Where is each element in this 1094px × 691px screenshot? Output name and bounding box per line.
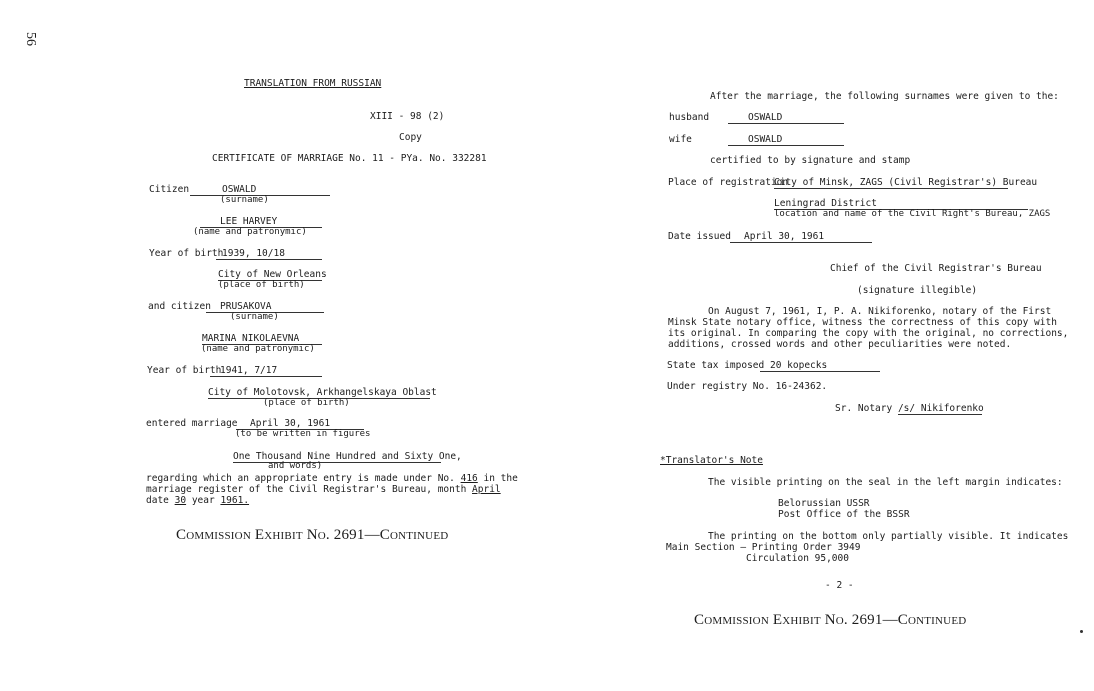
seal-line-2: Post Office of the BSSR [778, 509, 910, 520]
notary-line-3: its original. In comparing the copy with the original, no corrections, [668, 328, 1069, 339]
translators-note-heading: *Translator's Note [660, 455, 763, 466]
surnames-intro: After the marriage, the following surnames were given to the: [710, 91, 1059, 102]
page-number: 56 [23, 32, 38, 46]
entry-number: 416 [460, 473, 478, 484]
certificate-title: CERTIFICATE OF MARRIAGE No. 11 - PYa. No. 332281 [212, 153, 487, 164]
entry-month: April [472, 484, 501, 495]
citizen-surname: OSWALD [190, 184, 330, 196]
notary-line-2: Minsk State notary office, witness the correctness of this copy with [668, 317, 1057, 328]
citizen-label: Citizen [149, 184, 190, 195]
marriage-date: April 30, 1961 [236, 418, 364, 430]
spouse-yob-label: Year of birth [147, 365, 222, 376]
spouse-surname-caption: (surname) [230, 312, 279, 322]
notary-signature-line [835, 403, 982, 415]
notary-line-4: additions, crossed words and other peculiarities were noted. [668, 339, 1012, 350]
copy-label: Copy [399, 132, 422, 143]
entry-line-3 [146, 495, 249, 506]
name-caption: (name and patronymic) [193, 227, 307, 237]
seal-description: The visible printing on the seal in the left margin indicates: [708, 477, 1063, 488]
spouse-name-caption: (name and patronymic) [201, 344, 315, 354]
registry-number: Under registry No. 16-24362. [667, 381, 828, 392]
chief-title: Chief of the Civil Registrar's Bureau [830, 263, 1042, 274]
document-code: XIII - 98 (2) [370, 111, 445, 122]
date-issued-label: Date issued [668, 231, 731, 242]
citizen-year-of-birth: 1939, 10/18 [216, 248, 322, 260]
seal-line-1: Belorussian USSR [778, 498, 870, 509]
signature-note: (signature illegible) [857, 285, 978, 296]
entry-day: 30 [174, 495, 187, 506]
notary-line-1: On August 7, 1961, I, P. A. Nikiforenko, notary of the First [708, 306, 1052, 317]
tax-label: State tax imposed [667, 360, 765, 371]
certified-text: certified to by signature and stamp [710, 155, 911, 166]
tax-value: 20 kopecks [760, 360, 880, 372]
entry-text-2: marriage register of the Civil Registrar's Bureau, month [146, 484, 467, 495]
words-caption: and words) [268, 461, 323, 471]
husband-surname: OSWALD [728, 112, 844, 124]
entry-date-label: date [146, 495, 169, 506]
entry-line-1 [146, 473, 518, 484]
yob-label: Year of birth [149, 248, 224, 259]
entry-text-1: regarding which an appropriate entry is made under No. [146, 473, 455, 484]
citizen-name: LEE HARVEY [200, 216, 322, 228]
spouse-year-of-birth: 1941, 7/17 [210, 365, 322, 377]
main-section: Main Section — Printing Order 3949 [666, 542, 861, 553]
left-exhibit-caption: Commission Exhibit No. 2691—Continued [176, 527, 449, 543]
spouse-place-of-birth: City of Molotovsk, Arkhangelskaya Oblast [208, 387, 437, 398]
notary-signature: /s/ Nikiforenko [897, 403, 984, 414]
figures-caption: (to be written in figures [235, 429, 371, 439]
surname-caption: (surname) [220, 195, 269, 205]
district: Leningrad District [774, 198, 1028, 210]
entry-year-label: year [191, 495, 215, 506]
translation-header: TRANSLATION FROM RUSSIAN [244, 78, 382, 89]
husband-label: husband [669, 112, 710, 123]
place-of-registration: City of Minsk, ZAGS (Civil Registrar's) Bureau [774, 177, 1038, 188]
spouse-surname: PRUSAKOVA [206, 301, 324, 313]
right-exhibit-caption: Commission Exhibit No. 2691—Continued [694, 612, 967, 628]
spouse-pob-caption: (place of birth) [263, 398, 350, 408]
wife-label: wife [669, 134, 692, 145]
entered-marriage-label: entered marriage [146, 418, 238, 429]
spouse-name: MARINA NIKOLAEVNA [202, 333, 322, 345]
entry-text-1b: in the [483, 473, 518, 484]
bottom-printing-text: The printing on the bottom only partially visible. It indicates [708, 531, 1069, 542]
entry-line-2 [146, 484, 501, 495]
wife-surname: OSWALD [728, 134, 844, 146]
entry-year: 1961. [220, 495, 250, 506]
page-marker: - 2 - [825, 580, 854, 591]
place-of-registration-label: Place of registration [668, 177, 789, 188]
citizen-place-of-birth: City of New Orleans [218, 269, 327, 280]
scan-speck [1080, 630, 1083, 633]
pob-caption: (place of birth) [218, 280, 305, 290]
and-citizen-label: and citizen [148, 301, 211, 312]
date-issued: April 30, 1961 [730, 231, 872, 243]
notary-signature-label: Sr. Notary [835, 403, 893, 414]
year-in-words: One Thousand Nine Hundred and Sixty One, [233, 451, 462, 462]
circulation: Circulation 95,000 [746, 553, 849, 564]
district-caption: location and name of the Civil Right's Bureau, ZAGS [774, 209, 1051, 219]
